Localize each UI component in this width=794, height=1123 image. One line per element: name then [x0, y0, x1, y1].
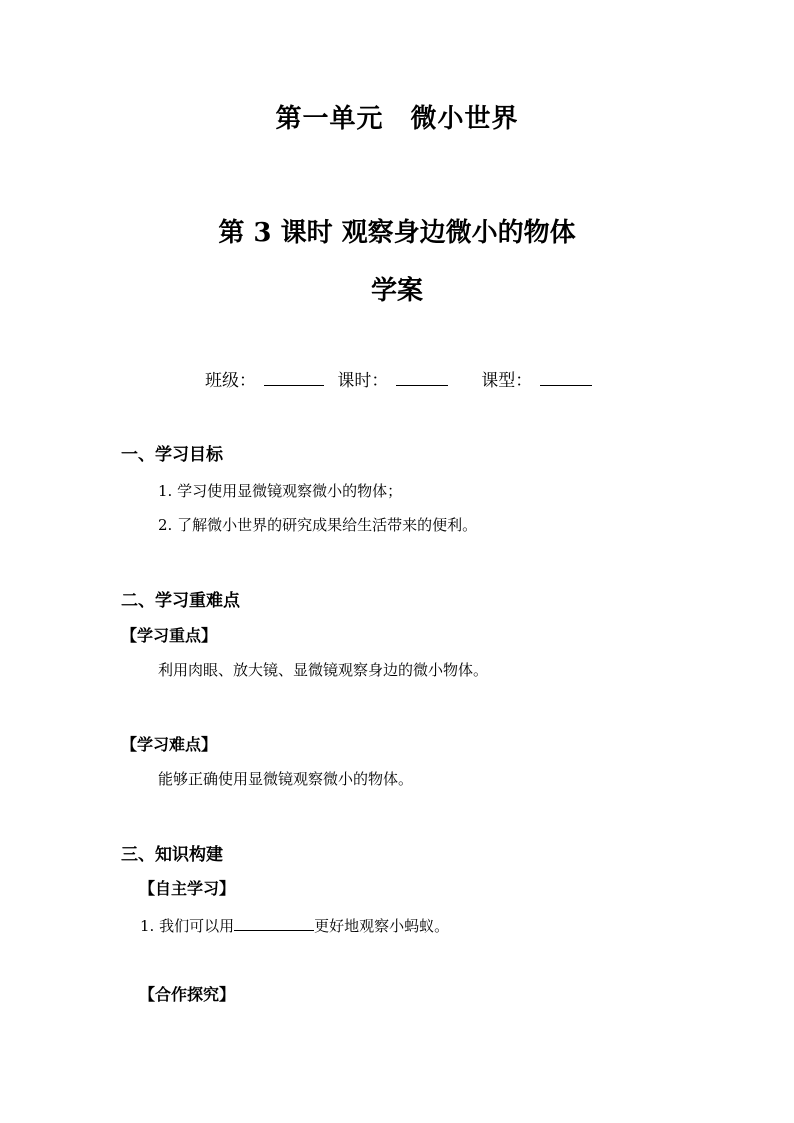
key-point-label: 【学习重点】: [121, 626, 218, 645]
period-label: 课时：: [337, 371, 389, 391]
section-knowledge-heading: 三、知识构建: [121, 845, 223, 865]
type-label: 课型：: [481, 371, 533, 391]
class-label: 班级：: [205, 371, 256, 391]
key-point-text: 利用肉眼、放大镜、显微镜观察身边的微小物体。: [158, 661, 489, 679]
self-study-label: 【自主学习】: [139, 879, 236, 898]
lesson-title: 第 3 课时 观察身边微小的物体: [218, 218, 576, 248]
meta-row: [205, 366, 600, 391]
unit-title: 第一单元 微小世界: [275, 104, 519, 134]
class-blank[interactable]: [264, 367, 324, 386]
doc-type-title: 学案: [370, 276, 423, 306]
question-1-blank[interactable]: [234, 914, 314, 931]
difficulty-text: 能够正确使用显微镜观察微小的物体。: [158, 770, 414, 788]
objective-item-2: 2. 了解微小世界的研究成果给生活带来的便利。: [158, 516, 478, 534]
question-1-prefix: 1. 我们可以用: [140, 917, 235, 935]
question-1-suffix: 更好地观察小蚂蚁。: [314, 917, 450, 935]
period-blank[interactable]: [396, 367, 448, 386]
difficulty-label: 【学习难点】: [121, 735, 218, 754]
section-keypoints-heading: 二、学习重难点: [121, 591, 240, 611]
section-objectives-heading: 一、学习目标: [121, 445, 223, 465]
cooperative-inquiry-label: 【合作探究】: [139, 985, 236, 1004]
type-blank[interactable]: [540, 367, 592, 386]
objective-item-1: 1. 学习使用显微镜观察微小的物体；: [158, 482, 403, 500]
question-1: [140, 914, 449, 936]
